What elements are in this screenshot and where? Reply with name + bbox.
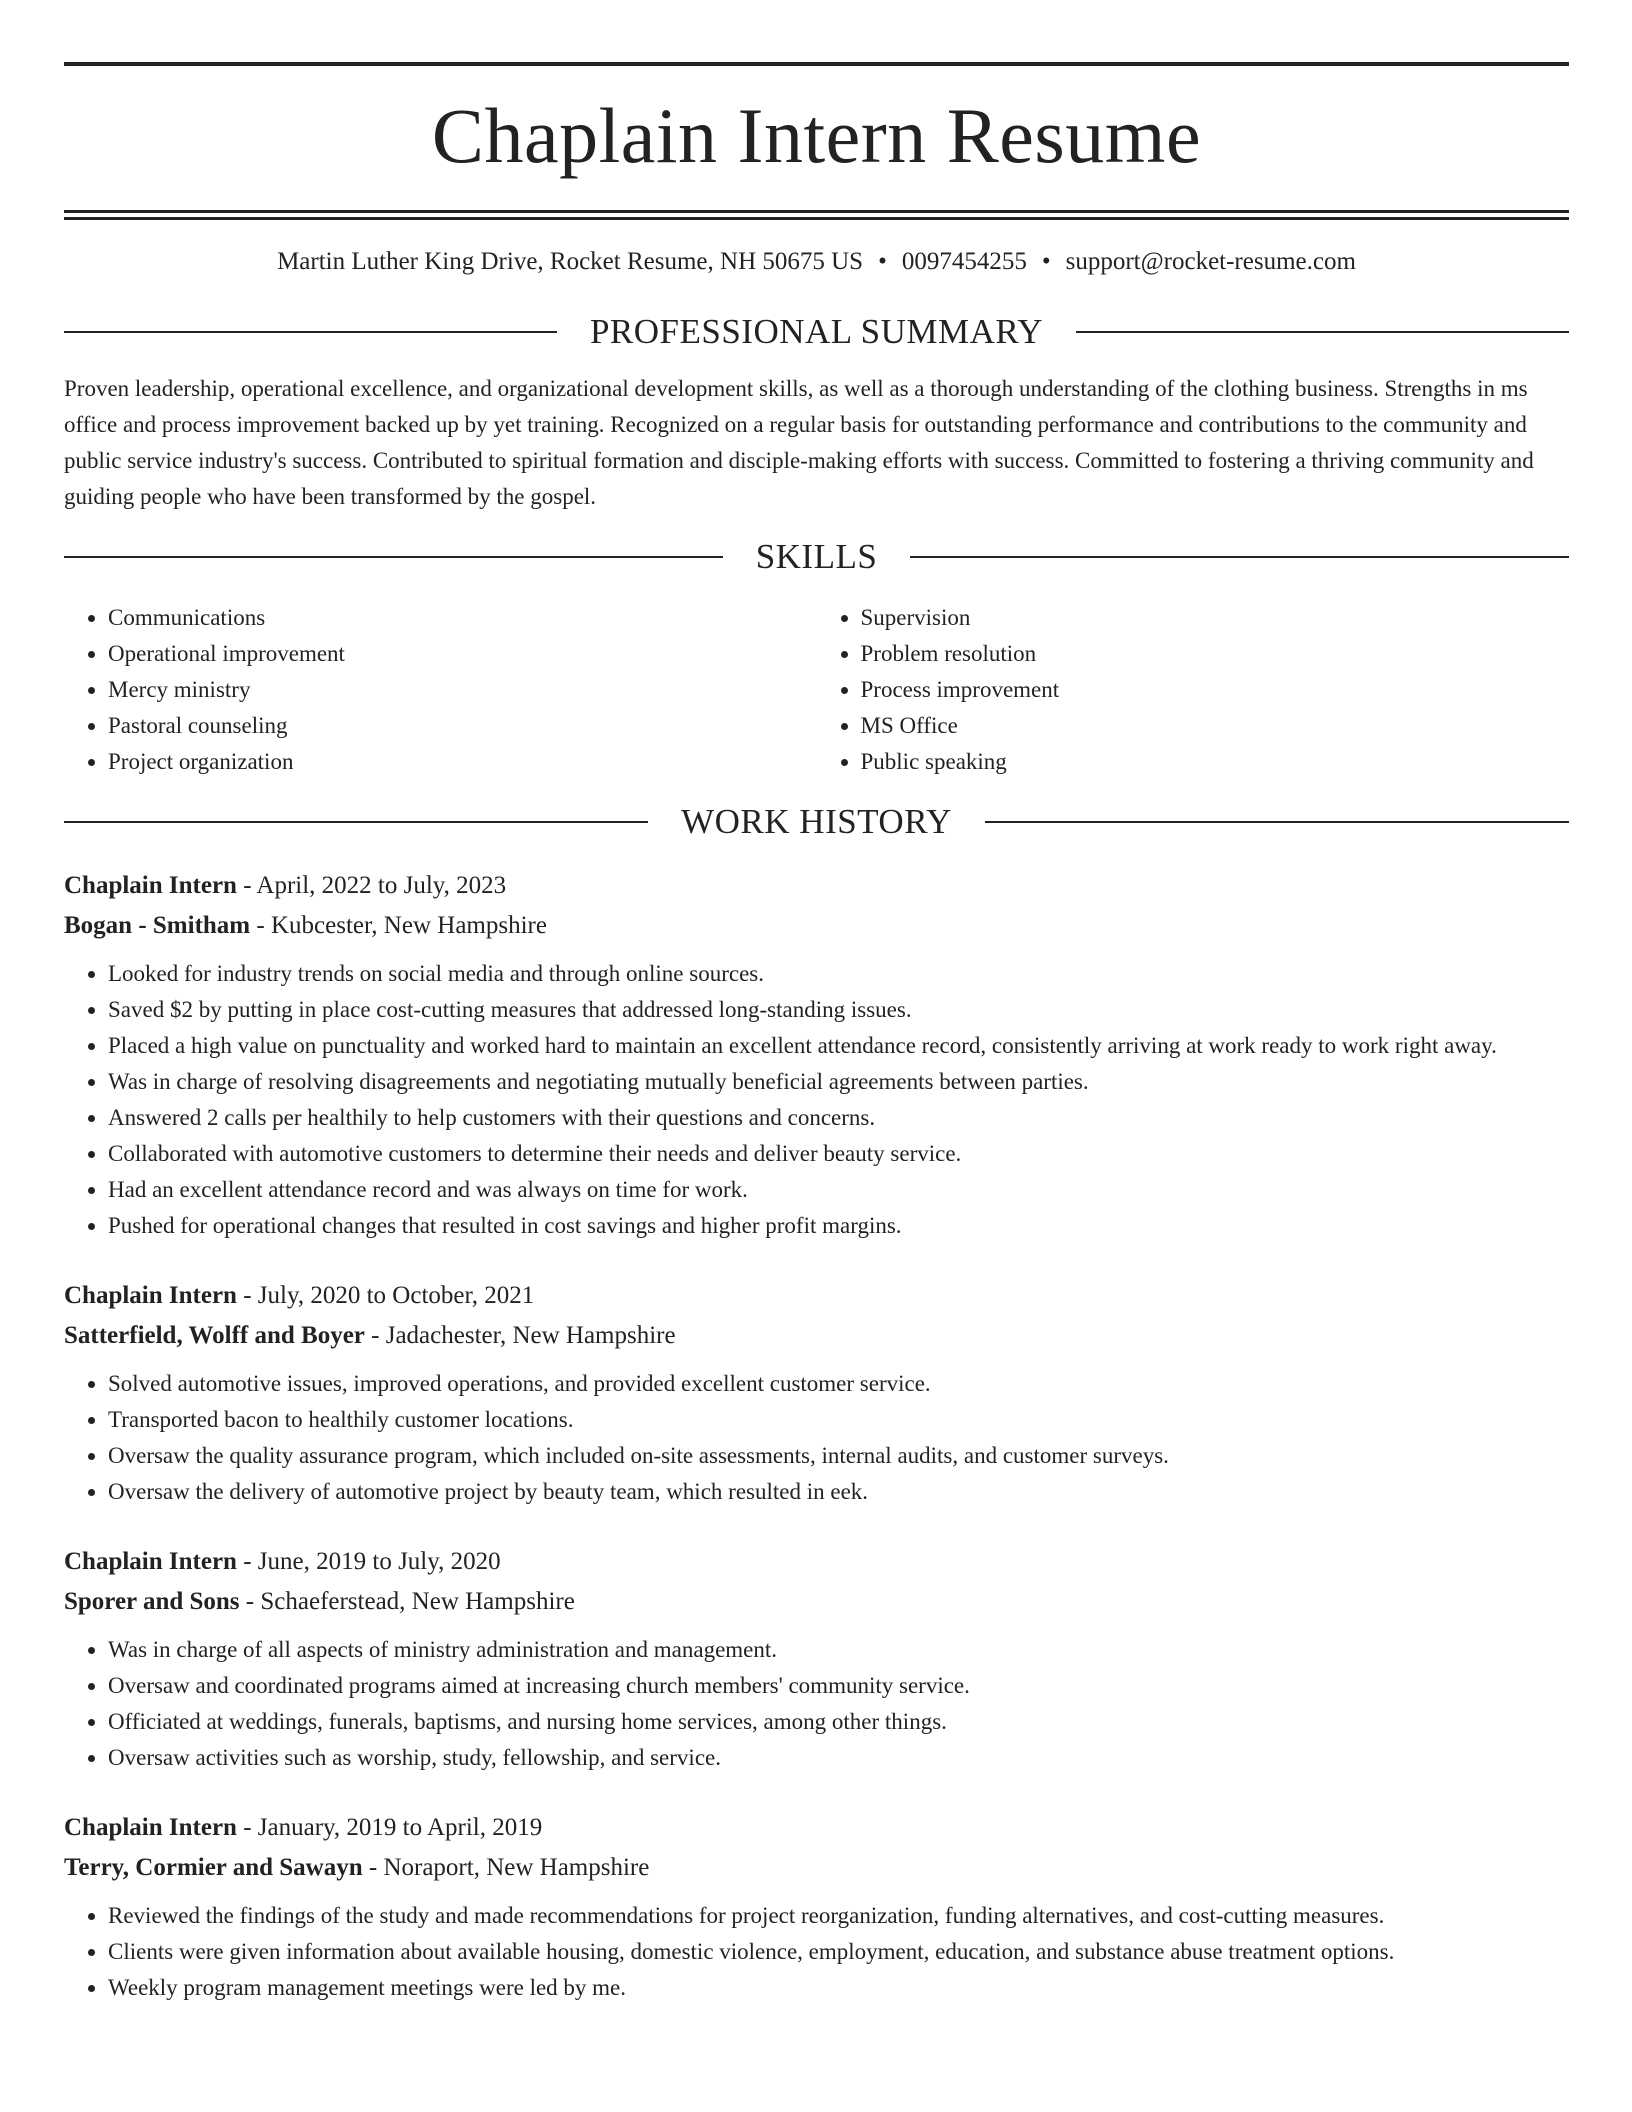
job-location: - Kubcester, New Hampshire bbox=[250, 912, 547, 939]
job-title-line bbox=[64, 1808, 1569, 1848]
skills-heading bbox=[64, 535, 1569, 579]
work-heading-label: WORK HISTORY bbox=[681, 802, 952, 841]
job-bullet: • Pushed for operational changes that resulted in cost savings and higher profit margins. bbox=[108, 1208, 1569, 1244]
job-bullet: • Officiated at weddings, funerals, baptisms, and nursing home services, among other things. bbox=[108, 1704, 1569, 1740]
job-dates: - July, 2020 to October, 2021 bbox=[236, 1282, 535, 1309]
job-bullet: • Weekly program management meetings were led by me. bbox=[108, 1970, 1569, 2006]
work-heading bbox=[64, 800, 1569, 844]
job-dates: - June, 2019 to July, 2020 bbox=[236, 1548, 501, 1575]
job-title-line bbox=[64, 1276, 1569, 1316]
job-location: - Jadachester, New Hampshire bbox=[364, 1322, 676, 1349]
job-dates: - January, 2019 to April, 2019 bbox=[236, 1814, 543, 1841]
skill-item: • Supervision bbox=[861, 600, 1570, 636]
job-bullets bbox=[64, 1632, 1569, 1776]
job-bullets bbox=[64, 1898, 1569, 2006]
skill-item: • Public speaking bbox=[861, 744, 1570, 780]
resume-title: Chaplain Intern Resume bbox=[431, 92, 1202, 179]
skills-list bbox=[64, 600, 1569, 780]
job-entry bbox=[64, 1808, 1569, 2006]
skill-item: • Communications bbox=[108, 600, 817, 636]
job-bullet: • Oversaw the delivery of automotive project by beauty team, which resulted in eek. bbox=[108, 1474, 1569, 1510]
skill-item: • MS Office bbox=[861, 708, 1570, 744]
job-company: Terry, Cormier and Sawayn bbox=[64, 1854, 363, 1881]
job-bullet: • Placed a high value on punctuality and worked hard to maintain an excellent attendance record, consistently arriving at work ready to work right away. bbox=[108, 1028, 1569, 1064]
job-bullets bbox=[64, 956, 1569, 1244]
job-bullet: • Had an excellent attendance record and was always on time for work. bbox=[108, 1172, 1569, 1208]
summary-heading bbox=[64, 310, 1569, 354]
job-bullet: • Oversaw activities such as worship, study, fellowship, and service. bbox=[108, 1740, 1569, 1776]
job-entry bbox=[64, 866, 1569, 1244]
job-bullet: • Clients were given information about available housing, domestic violence, employment, education, and substance abuse treatment options. bbox=[108, 1934, 1569, 1970]
contact-address: Martin Luther King Drive, Rocket Resume, NH 50675 US bbox=[277, 248, 864, 275]
job-company-line bbox=[64, 1848, 1569, 1888]
skill-item: • Mercy ministry bbox=[108, 672, 817, 708]
job-bullet: • Was in charge of resolving disagreements and negotiating mutually beneficial agreements between parties. bbox=[108, 1064, 1569, 1100]
job-location: - Schaeferstead, New Hampshire bbox=[239, 1588, 575, 1615]
contact-separator: • bbox=[1041, 248, 1051, 275]
contact-separator: • bbox=[878, 248, 887, 275]
work-history-list bbox=[64, 866, 1569, 2006]
skill-item: • Pastoral counseling bbox=[108, 708, 817, 744]
contact-email: support@rocket-resume.com bbox=[1065, 248, 1356, 275]
job-company-line bbox=[64, 1316, 1569, 1356]
job-bullet: • Collaborated with automotive customers to determine their needs and deliver beauty service. bbox=[108, 1136, 1569, 1172]
job-bullet: • Was in charge of all aspects of ministry administration and management. bbox=[108, 1632, 1569, 1668]
skills-column-left bbox=[64, 600, 817, 780]
skill-item: • Operational improvement bbox=[108, 636, 817, 672]
heading-rule-right bbox=[1076, 331, 1569, 333]
job-company: Bogan - Smitham bbox=[64, 912, 251, 939]
job-bullet: • Reviewed the findings of the study and made recommendations for project reorganization, funding alternatives, and cost-cutting measures. bbox=[108, 1898, 1569, 1934]
job-bullet: • Oversaw the quality assurance program, which included on-site assessments, internal audits, and customer surveys. bbox=[108, 1438, 1569, 1474]
job-bullets bbox=[64, 1366, 1569, 1510]
heading-rule-left bbox=[64, 556, 723, 558]
heading-rule-left bbox=[64, 331, 557, 333]
heading-rule-right bbox=[910, 556, 1569, 558]
title-double-rule bbox=[64, 210, 1569, 220]
skills-heading-label: SKILLS bbox=[755, 537, 878, 576]
job-company: Satterfield, Wolff and Boyer bbox=[64, 1322, 365, 1349]
contact-line bbox=[64, 246, 1569, 278]
skill-item: • Process improvement bbox=[861, 672, 1570, 708]
job-entry bbox=[64, 1276, 1569, 1510]
job-entry bbox=[64, 1542, 1569, 1776]
job-bullet: • Answered 2 calls per healthily to help customers with their questions and concerns. bbox=[108, 1100, 1569, 1136]
heading-rule-right bbox=[985, 821, 1569, 823]
job-bullet: • Transported bacon to healthily customer locations. bbox=[108, 1402, 1569, 1438]
job-dates: - April, 2022 to July, 2023 bbox=[236, 872, 507, 899]
job-location: - Noraport, New Hampshire bbox=[362, 1854, 650, 1881]
job-bullet: • Solved automotive issues, improved operations, and provided excellent customer service. bbox=[108, 1366, 1569, 1402]
job-role: Chaplain Intern bbox=[64, 1548, 237, 1575]
job-bullet: • Looked for industry trends on social media and through online sources. bbox=[108, 956, 1569, 992]
job-title-line bbox=[64, 866, 1569, 906]
job-bullet: • Saved $2 by putting in place cost-cutting measures that addressed long-standing issues. bbox=[108, 992, 1569, 1028]
top-rule bbox=[64, 62, 1569, 66]
job-role: Chaplain Intern bbox=[64, 1814, 237, 1841]
skill-item: • Project organization bbox=[108, 744, 817, 780]
job-company-line bbox=[64, 1582, 1569, 1622]
skill-item: • Problem resolution bbox=[861, 636, 1570, 672]
job-role: Chaplain Intern bbox=[64, 1282, 237, 1309]
skills-column-right bbox=[817, 600, 1570, 780]
summary-heading-label: PROFESSIONAL SUMMARY bbox=[589, 312, 1044, 351]
job-title-line bbox=[64, 1542, 1569, 1582]
job-company-line bbox=[64, 906, 1569, 946]
job-role: Chaplain Intern bbox=[64, 872, 237, 899]
summary-text: Proven leadership, operational excellence, and organizational development skills, as well as a thorough understanding of the clothing business. Strengths in ms office and process improvement backed up by yet training. Recognized on a regular basis for outstanding performance and contributions to the community and public service industry's success. Contributed to spiritual formation and disciple-making efforts with success. Committed to fostering a thriving community and guiding people who have been transformed by the gospel. bbox=[64, 376, 1534, 509]
heading-rule-left bbox=[64, 821, 648, 823]
job-company: Sporer and Sons bbox=[64, 1588, 240, 1615]
job-bullet: • Oversaw and coordinated programs aimed at increasing church members' community service. bbox=[108, 1668, 1569, 1704]
contact-phone: 0097454255 bbox=[901, 248, 1027, 275]
